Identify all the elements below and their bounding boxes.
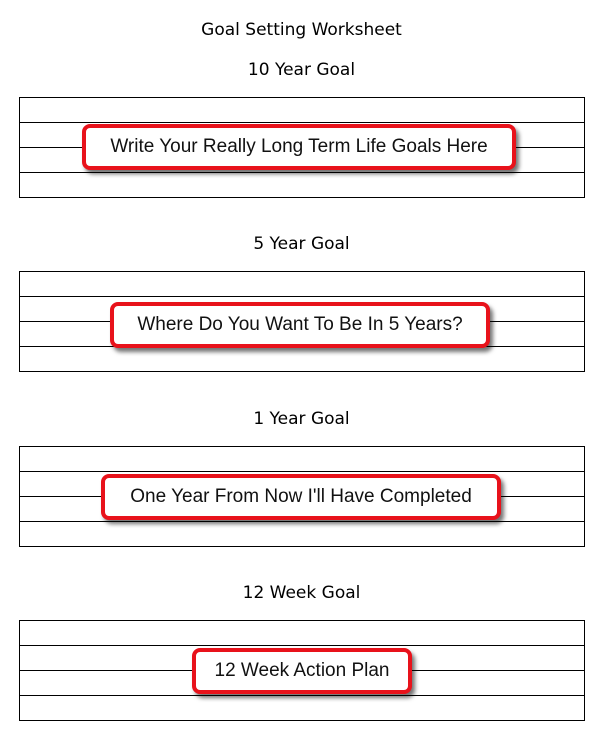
callout-1-year: One Year From Now I'll Have Completed	[101, 474, 501, 520]
callout-12-week: 12 Week Action Plan	[192, 648, 412, 694]
page-title: Goal Setting Worksheet	[201, 20, 402, 40]
writing-line[interactable]	[20, 272, 584, 297]
writing-line[interactable]	[20, 173, 584, 197]
writing-line[interactable]	[20, 522, 584, 546]
writing-line[interactable]	[20, 696, 584, 720]
callout-10-year: Write Your Really Long Term Life Goals Here	[82, 124, 516, 170]
writing-line[interactable]	[20, 98, 584, 123]
section-heading-12-week: 12 Week Goal	[242, 583, 361, 603]
writing-line[interactable]	[20, 621, 584, 646]
section-heading-1-year: 1 Year Goal	[253, 409, 350, 429]
writing-line[interactable]	[20, 347, 584, 371]
section-heading-5-year: 5 Year Goal	[253, 234, 350, 254]
writing-line[interactable]	[20, 447, 584, 472]
section-heading-10-year: 10 Year Goal	[247, 60, 356, 80]
callout-5-year: Where Do You Want To Be In 5 Years?	[110, 302, 490, 348]
